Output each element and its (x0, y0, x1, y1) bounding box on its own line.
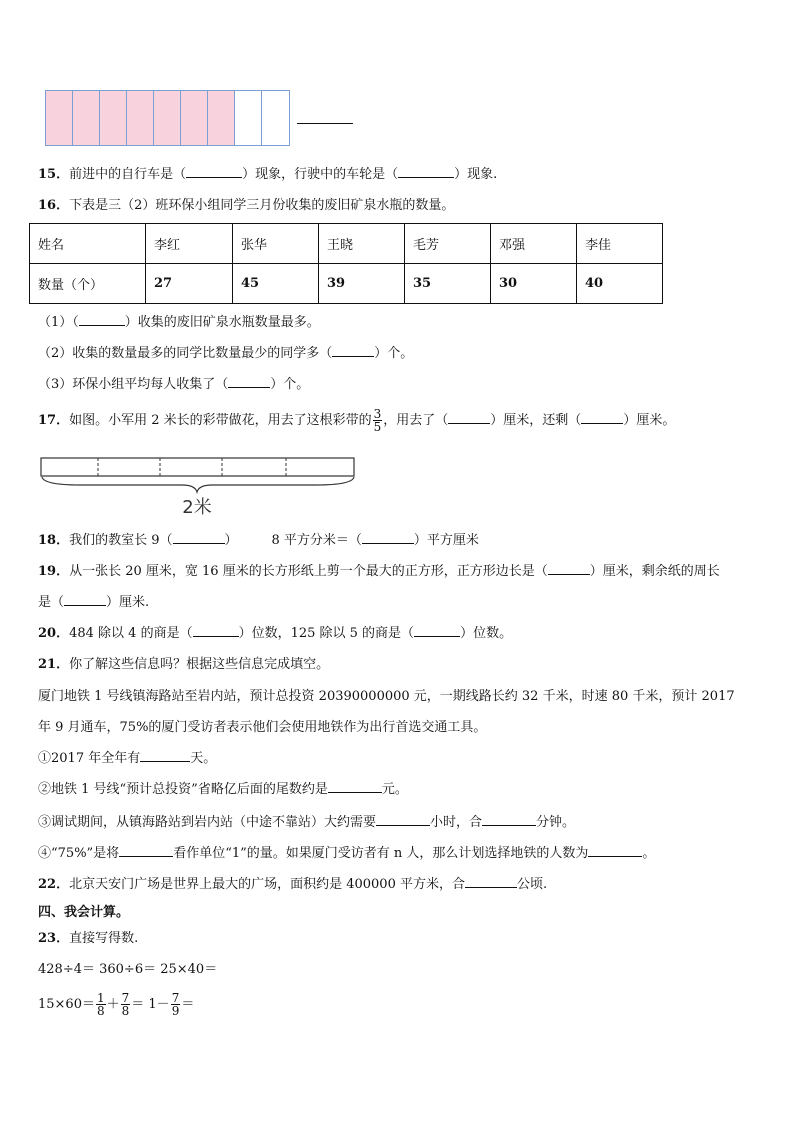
frac-denominator: 8 (96, 1004, 105, 1018)
q16-s2-text-b: ）个。 (374, 346, 414, 361)
q15-text-c: ）现象. (454, 167, 498, 182)
bottle-count-table (29, 223, 663, 304)
table-cell: 27 (146, 264, 233, 304)
q20-text-c: ）位数。 (460, 626, 513, 641)
q18-blank-1[interactable] (173, 543, 225, 544)
q19-number: 19． (38, 564, 70, 579)
question-15 (38, 166, 497, 184)
q22-number: 22． (38, 877, 70, 892)
q18-text-a: 我们的教室长 9（ (69, 533, 173, 548)
q16-s3-text-a: （3）环保小组平均每人收集了（ (38, 377, 229, 392)
q16-sub-2 (38, 345, 413, 363)
question-18 (38, 532, 479, 550)
q21-item-3 (38, 814, 575, 832)
q21-item-2 (38, 781, 408, 799)
frac-numerator: 1 (96, 991, 105, 1005)
q19-blank-1[interactable] (548, 574, 590, 575)
q18-blank-2[interactable] (362, 543, 414, 544)
question-17 (38, 406, 675, 436)
q21-paragraph-1: 厦门地铁 1 号线镇海路站至岩内站，预计总投资 20390000000 元，一期线路长约 32 千米，时速 80 千米，预计 2017 (38, 689, 735, 704)
q21-number: 21． (38, 657, 70, 672)
q21-item-1 (38, 750, 216, 768)
frac-denominator: 9 (171, 1004, 180, 1018)
q21-i4-text-b: 看作单位“1”的量。如果厦门受访者有 n 人，那么计划选择地铁的人数为 (173, 846, 589, 861)
q18-text-b: ） (224, 533, 238, 548)
q15-blank-1[interactable] (186, 177, 242, 178)
q23-number: 23． (38, 931, 70, 946)
q21-i3-text-c: 分钟。 (536, 815, 576, 830)
q22-text-b: 公顷. (517, 877, 548, 892)
section-heading: 四、我会计算。 (38, 905, 130, 920)
q17-fraction (373, 408, 383, 433)
ribbon-brace (42, 477, 354, 492)
table-cell: 李红 (146, 224, 233, 264)
strip-cell-shaded (154, 91, 181, 145)
strip-cell-shaded (181, 91, 208, 145)
table-cell: 李佳 (577, 224, 663, 264)
question-21 (38, 656, 329, 674)
q21-i1-text-a: ①2017 年全年有 (38, 751, 141, 766)
frac-numerator: 7 (121, 991, 130, 1005)
q23-expr: ＝ (181, 997, 195, 1012)
table-cell: 张华 (233, 224, 319, 264)
q20-text-a: 484 除以 4 的商是（ (69, 626, 193, 641)
q16-sub-3 (38, 376, 309, 394)
strip-cell-shaded (73, 91, 100, 145)
question-22 (38, 876, 547, 894)
q20-blank-2[interactable] (414, 636, 460, 637)
q21-i3-blank-1[interactable] (376, 825, 430, 826)
q19-text-c: 是（ (38, 595, 65, 610)
q21-i2-text-a: ②地铁 1 号线“预计总投资”省略亿后面的尾数约是 (38, 782, 328, 797)
q17-frac-numerator: 3 (373, 407, 382, 421)
q21-i3-text-b: 小时，合 (430, 815, 483, 830)
frac-denominator: 8 (121, 1004, 130, 1018)
q16-s1-text-a: （1）（ (38, 315, 79, 330)
q16-sub-1 (38, 314, 320, 332)
q20-blank-1[interactable] (193, 636, 239, 637)
ribbon-bar (41, 458, 354, 476)
question-16 (38, 197, 454, 215)
q21-i2-blank[interactable] (328, 792, 382, 793)
q23-row-1: 428÷4＝ 360÷6＝ 25×40＝ (38, 962, 218, 977)
q16-s3-blank[interactable] (228, 387, 270, 388)
question-20 (38, 625, 512, 643)
table-cell: 30 (491, 264, 577, 304)
strip-cell-shaded (208, 91, 235, 145)
q17-text-d: ）厘米。 (623, 413, 676, 428)
q17-text-a: 如图。小军用 2 米长的彩带做花，用去了这根彩带的 (69, 413, 372, 428)
q16-s2-blank[interactable] (332, 356, 374, 357)
q16-text: 下表是三（2）班环保小组同学三月份收集的废旧矿泉水瓶的数量。 (69, 198, 455, 213)
q17-number: 17． (38, 413, 70, 428)
q23-fraction (96, 992, 106, 1017)
strip-cell-shaded (46, 91, 73, 145)
strip-cell-empty (262, 91, 289, 145)
q21-i3-blank-2[interactable] (482, 825, 536, 826)
question-19 (38, 563, 720, 581)
q23-expr: ＝ 1－ (131, 997, 170, 1012)
q21-i2-text-b: 元。 (381, 782, 408, 797)
q17-frac-denominator: 5 (373, 420, 382, 434)
ribbon-diagram (40, 455, 360, 521)
q18-text-d: ）平方厘米 (413, 533, 479, 548)
q21-i3-text-a: ③调试期间，从镇海路站到岩内站（中途不靠站）大约需要 (38, 815, 377, 830)
q23-text: 直接写得数. (69, 931, 139, 946)
table-cell: 40 (577, 264, 663, 304)
q23-fraction (171, 992, 181, 1017)
strip-cell-empty (235, 91, 262, 145)
q16-number: 16． (38, 198, 70, 213)
table-data-row (30, 264, 663, 304)
q21-i4-text-a: ④“75%”是将 (38, 846, 120, 861)
strip-cell-shaded (100, 91, 127, 145)
strip-answer-blank[interactable] (297, 123, 353, 124)
q22-blank[interactable] (465, 887, 517, 888)
table-cell: 45 (233, 264, 319, 304)
q16-s2-text-a: （2）收集的数量最多的同学比数量最少的同学多（ (38, 346, 333, 361)
q16-s3-text-b: ）个。 (270, 377, 310, 392)
q21-item-4 (38, 845, 655, 863)
q21-i1-text-b: 天。 (190, 751, 217, 766)
q19-text-a: 从一张长 20 厘米，宽 16 厘米的长方形纸上剪一个最大的正方形，正方形边长是（ (69, 564, 548, 579)
q18-text-c: 8 平方分米＝（ (271, 533, 362, 548)
q16-s1-blank[interactable] (79, 325, 125, 326)
q17-text-c: ）厘米，还剩（ (490, 413, 582, 428)
q23-fraction (121, 992, 131, 1017)
q15-blank-2[interactable] (398, 177, 454, 178)
q16-s1-text-b: ）收集的废旧矿泉水瓶数量最多。 (124, 315, 320, 330)
question-23 (38, 930, 138, 948)
q17-blank-1[interactable] (448, 423, 490, 424)
q15-text-a: 前进中的自行车是（ (69, 167, 187, 182)
q23-expr: 15×60＝ (38, 997, 95, 1012)
q19-blank-2[interactable] (64, 605, 106, 606)
table-cell: 数量（个） (30, 264, 146, 304)
table-cell: 王晓 (319, 224, 405, 264)
ribbon-label: 2米 (182, 497, 212, 518)
q22-text-a: 北京天安门广场是世界上最大的广场，面积约是 400000 平方米，合 (69, 877, 465, 892)
q20-text-b: ）位数，125 除以 5 的商是（ (238, 626, 415, 641)
table-cell: 35 (405, 264, 491, 304)
q23-row-2 (38, 990, 194, 1020)
q21-i4-text-c: 。 (642, 846, 656, 861)
fraction-strip (45, 90, 290, 146)
table-cell: 邓强 (491, 224, 577, 264)
q15-text-b: ）现象，行驶中的车轮是（ (242, 167, 399, 182)
q23-plus: ＋ (106, 997, 120, 1012)
q17-text-b: ，用去了（ (383, 413, 449, 428)
q17-blank-2[interactable] (581, 423, 623, 424)
q21-intro: 你了解这些信息吗？根据这些信息完成填空。 (69, 657, 330, 672)
q21-i4-blank-1[interactable] (119, 856, 173, 857)
table-cell: 毛芳 (405, 224, 491, 264)
q18-number: 18． (38, 533, 70, 548)
table-cell: 姓名 (30, 224, 146, 264)
q21-i4-blank-2[interactable] (588, 856, 642, 857)
q15-number: 15． (38, 167, 70, 182)
table-header-row (30, 224, 663, 264)
q19-text-b: ）厘米，剩余纸的周长 (589, 564, 720, 579)
strip-cell-shaded (127, 91, 154, 145)
question-19-cont (38, 594, 149, 612)
q20-number: 20． (38, 626, 70, 641)
table-cell: 39 (319, 264, 405, 304)
q19-text-d: ）厘米. (106, 595, 150, 610)
q21-paragraph-2: 年 9 月通车，75%的厦门受访者表示他们会使用地铁作为出行首选交通工具。 (38, 720, 487, 735)
frac-numerator: 7 (171, 991, 180, 1005)
q21-i1-blank[interactable] (140, 761, 190, 762)
